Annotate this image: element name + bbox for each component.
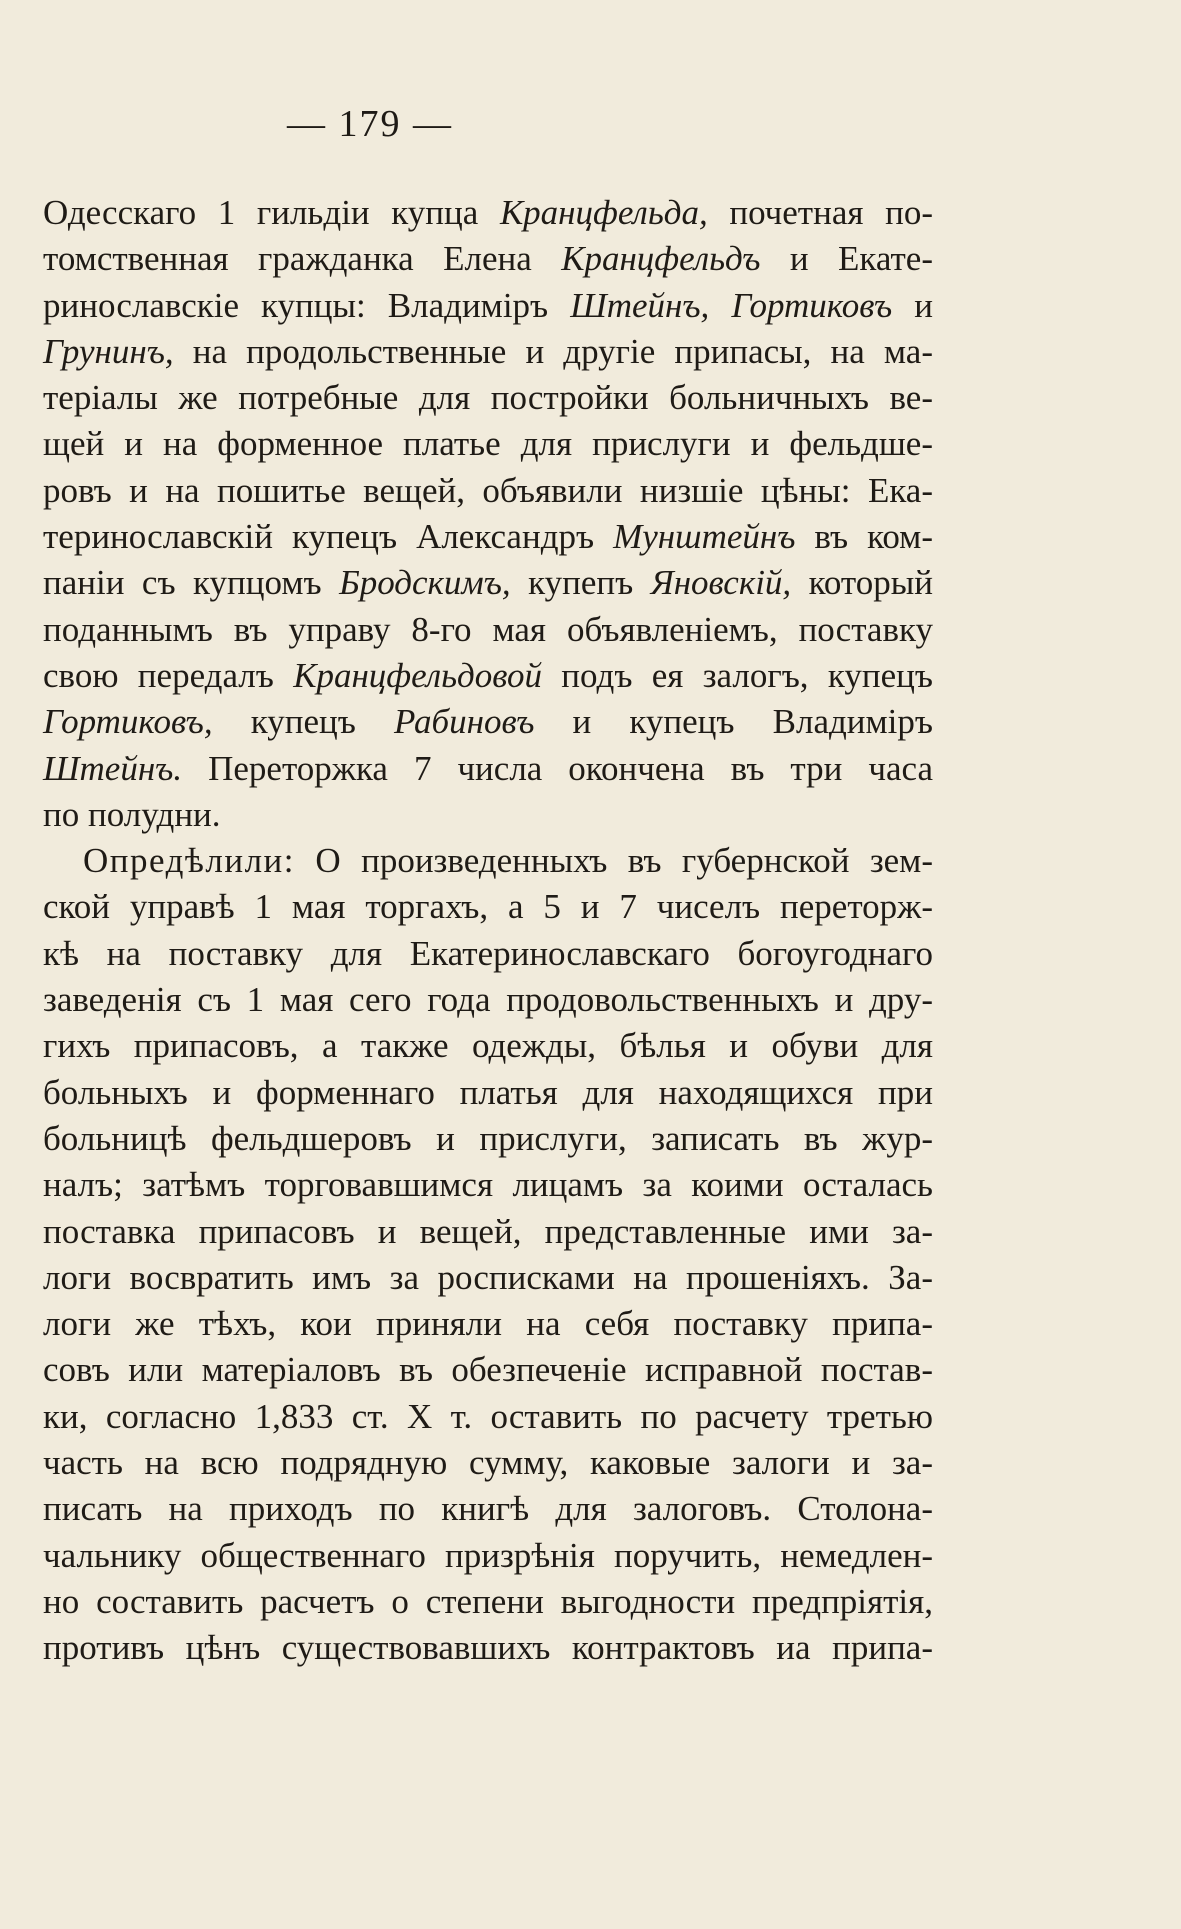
text-run: томственная гражданка Елена (43, 239, 562, 279)
italic-name: Гортиковъ (731, 285, 893, 325)
text-line (43, 699, 933, 745)
text-line (43, 1255, 933, 1301)
text-run: почетная по- (707, 193, 933, 232)
text-run: по полудни. (43, 794, 221, 834)
body-text (43, 190, 933, 1672)
text-run: О произведенныхъ въ губернской зем- (295, 841, 933, 881)
text-line (43, 1070, 933, 1116)
text-run: паніи съ купцомъ (43, 563, 340, 603)
page-number: — 179 — (287, 103, 453, 145)
text-line (43, 514, 933, 560)
text-line (43, 653, 933, 699)
text-run: и (892, 285, 933, 325)
text-line (43, 607, 933, 653)
text-line (43, 1301, 933, 1347)
text-line (43, 792, 933, 838)
italic-name: Штейнъ. (43, 748, 183, 788)
text-run: чальнику общественнаго призрѣнія поручить, немедлен- (43, 1535, 933, 1575)
text-run: купецъ (212, 702, 394, 742)
italic-name: Кранцфельдовой (293, 655, 542, 695)
text-line (43, 746, 933, 792)
text-run: противъ цѣнъ существовавшихъ контрактовъ иа припа- (43, 1628, 933, 1668)
text-run: купепъ (510, 563, 651, 603)
text-line (43, 1394, 933, 1440)
text-run: свою передалъ (43, 655, 294, 695)
text-line (43, 560, 933, 606)
spaced-heading: Опредѣлили: (83, 841, 296, 881)
text-run: совъ или матеріаловъ въ обезпеченіе исправной постав- (43, 1350, 933, 1390)
text-run: логи же тѣхъ, кои приняли на себя поставку припа- (43, 1304, 933, 1344)
text-line (43, 931, 933, 977)
text-run: на продольственные и другіе припасы, на ма- (173, 331, 933, 371)
text-run: больницѣ фельдшеровъ и прислуги, записать въ жур- (43, 1118, 933, 1158)
text-run: поставка припасовъ и вещей, представленные ими за- (43, 1211, 933, 1251)
text-line (43, 1162, 933, 1208)
text-line (43, 329, 933, 375)
text-run: щей и на форменное платье для прислуги и фельдше- (43, 424, 933, 464)
italic-name: Яновскій, (650, 563, 792, 603)
text-run: подъ ея залогъ, купецъ (541, 655, 933, 695)
text-line (43, 375, 933, 421)
text-line (43, 1116, 933, 1162)
text-run: писать на приходъ по книгѣ для залоговъ. Столона- (43, 1489, 933, 1529)
text-run: и Екате- (760, 239, 933, 279)
text-line (43, 1533, 933, 1579)
text-line (43, 1209, 933, 1255)
italic-name: Грунинъ, (43, 331, 174, 371)
text-run: но составить расчетъ о степени выгодности предпріятія, (43, 1581, 933, 1621)
text-run: кѣ на поставку для Екатеринославскаго богоугоднаго (43, 933, 933, 973)
text-line (43, 838, 933, 884)
text-line (43, 1023, 933, 1069)
text-run: теринославскій купецъ Александръ (43, 517, 614, 557)
text-run: Переторжка 7 числа окончена въ три часа (182, 748, 933, 788)
text-run: ринославскіе купцы: Владиміръ (43, 285, 571, 325)
text-line (43, 1625, 933, 1671)
italic-name: Штейнъ, (570, 285, 710, 325)
italic-name: Кранцфельда, (499, 193, 708, 232)
text-line (43, 977, 933, 1023)
text-run: часть на всю подрядную сумму, каковые залоги и за- (43, 1443, 933, 1483)
text-run: ской управѣ 1 мая торгахъ, а 5 и 7 чиселъ переторж- (43, 887, 933, 927)
text-run (709, 286, 731, 325)
text-line (43, 1579, 933, 1625)
text-run: который (791, 563, 933, 603)
text-run: въ ком- (795, 517, 933, 557)
text-line (43, 190, 933, 236)
text-line (43, 468, 933, 514)
text-run: ровъ и на пошитье вещей, объявили низшіе цѣны: Ека- (43, 470, 933, 510)
text-line (43, 1486, 933, 1532)
italic-name: Кранцфельдъ (561, 239, 761, 279)
text-run: теріалы же потребные для постройки больничныхъ ве- (43, 378, 933, 418)
text-line (43, 1347, 933, 1393)
text-run: логи восвратить имъ за росписками на прошеніяхъ. За- (43, 1257, 933, 1297)
text-line (43, 1440, 933, 1486)
italic-name: Гортиковъ, (43, 702, 213, 742)
italic-name: Рабиновъ (393, 702, 535, 742)
text-run: гихъ припасовъ, а также одежды, бѣлья и обуви для (43, 1026, 933, 1066)
text-run: и купецъ Владиміръ (534, 702, 933, 742)
italic-name: Бродскимъ, (339, 563, 511, 603)
italic-name: Мунштейнъ (613, 517, 796, 557)
text-run: заведенія съ 1 мая сего года продовольственныхъ и дру- (43, 980, 933, 1020)
text-line (43, 236, 933, 282)
text-run: поданнымъ въ управу 8-го мая объявленіемъ, поставку (43, 609, 933, 649)
text-run: больныхъ и форменнаго платья для находящихся при (43, 1072, 933, 1112)
text-line (43, 421, 933, 467)
text-line (43, 283, 933, 329)
text-line (43, 884, 933, 930)
text-run: ки, согласно 1,833 ст. X т. оставить по расчету третью (43, 1396, 933, 1436)
text-run: налъ; затѣмъ торговавшимся лицамъ за коими осталась (43, 1165, 933, 1205)
text-run: Одесскаго 1 гильдіи купца (43, 193, 500, 232)
